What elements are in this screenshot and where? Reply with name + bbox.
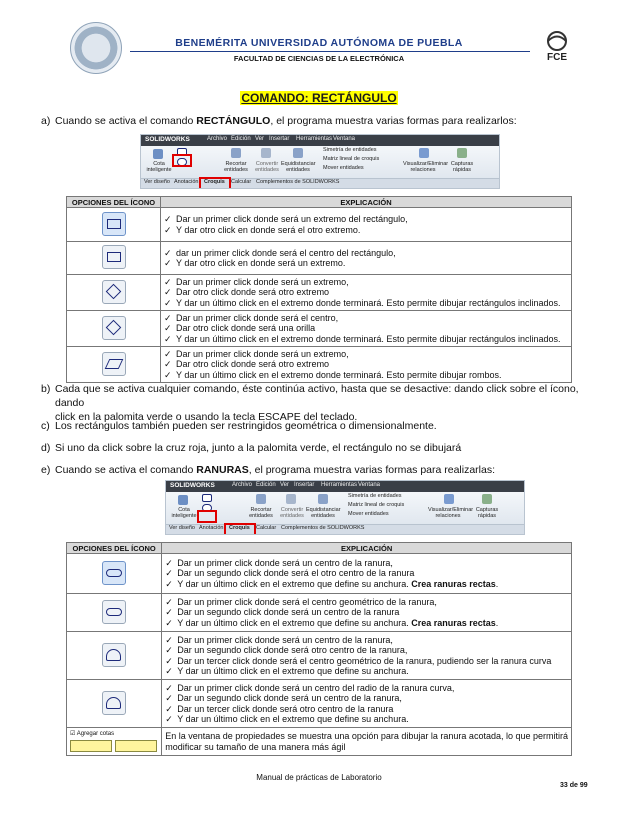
table2-row-2: ✓ Dar un primer click donde será el centro geométrico de la ranura, ✓ Dar un segundo click donde será un centro de la ranura ✓ Y dar un último click en el extremo que define su anchura. Crea ranuras rectas. <box>162 594 572 632</box>
matriz-label[interactable]: Matriz lineal de croquis <box>323 156 380 162</box>
table2-row-3: ✓ Dar un primer click donde será un centro de la ranura, ✓ Dar un segundo click donde será otro centro de la ranura, ✓ Dar un tercer click donde será el centro geométrico de la ranura, pudiendo ser la ranura curva ✓ Y dar un último click en el extremo que define su anchura. <box>162 632 572 680</box>
centerpoint-straight-slot-icon <box>102 600 126 624</box>
rectangle-highlight <box>172 154 192 167</box>
visualizar-label: Visualizar/Eliminar relaciones <box>403 161 449 173</box>
table2-row-5: En la ventana de propiedades se muestra una opción para dibujar la ranura acotada, lo que permitirá modificar su tamaño de una manera más ágil <box>162 728 572 756</box>
tab-calcular-2[interactable]: Calcular <box>256 525 277 531</box>
page-number: 33 de 99 <box>560 782 588 789</box>
menu-insertar-2[interactable]: Insertar <box>294 482 315 488</box>
trim-icon-2[interactable] <box>256 494 266 504</box>
table1-row-3: ✓ Dar un primer click donde será un extremo, ✓ Dar otro click donde será otro extremo ✓ Y dar un último click en el extremo donde terminará. Esto permite dibujar rectángulos inclinados. <box>161 275 572 311</box>
mover-label[interactable]: Mover entidades <box>323 165 364 171</box>
croquis-tab-highlight <box>199 177 231 189</box>
table1-row-2: ✓ dar un primer click donde será el centro del rectángulo, ✓ Y dar otro click en donde será un extremo. <box>161 242 572 275</box>
capturas-label-2: Capturas rápidas <box>475 507 499 519</box>
agregar-cotas-label: Agregar cotas <box>76 731 115 737</box>
menu-archivo[interactable]: Archivo <box>207 136 228 142</box>
menu-ventana[interactable]: Ventana <box>333 136 356 142</box>
item-b: b) Cada que se activa cualquier comando, éste continúa activo, hasta que se desactive: dando click sobre el ícono, dando click en la palomita verde o usando la tecla ESCAPE del teclado. <box>41 383 579 423</box>
quick-snaps-icon[interactable] <box>457 148 467 158</box>
smart-dimension-icon-2[interactable] <box>178 495 188 505</box>
quick-snaps-icon-2[interactable] <box>482 494 492 504</box>
tab-ver-diseno-2[interactable]: Ver diseño <box>169 525 195 531</box>
trim-icon[interactable] <box>231 148 241 158</box>
faculty-name: FACULTAD DE CIENCIAS DE LA ELECTRÓNICA <box>233 54 405 63</box>
page-title: COMANDO: RECTÁNGULO <box>241 91 397 105</box>
capturas-label: Capturas rápidas <box>450 161 474 173</box>
tab-croquis[interactable]: Croquis <box>204 179 225 185</box>
agregar-cotas-checkbox[interactable]: ☑ <box>70 731 76 737</box>
solidworks-ribbon-rectangle <box>140 134 500 189</box>
offset-icon-2[interactable] <box>318 494 328 504</box>
relations-icon-2[interactable] <box>444 494 454 504</box>
recortar-label-2: Recortar entidades <box>249 507 273 519</box>
convertir-label-2: Convertir entidades <box>280 507 304 519</box>
fce-logo-text: FCE <box>547 52 567 63</box>
table1-row-5: ✓ Dar un primer click donde será un extremo, ✓ Dar otro click donde será otro extremo ✓ Y dar un último click en el extremo donde terminará. Esto permite dibujar rombos. <box>161 347 572 383</box>
solidworks-logo-2: SOLIDWORKS <box>170 482 215 489</box>
menu-edicion[interactable]: Edición <box>231 136 251 142</box>
mover-label-2[interactable]: Mover entidades <box>348 511 389 517</box>
corner-rectangle-icon <box>102 212 126 236</box>
dimensioned-slot-preview-1-icon <box>70 740 112 752</box>
rectangle-tool-icon-2[interactable] <box>202 494 212 502</box>
smart-dimension-icon[interactable] <box>153 149 163 159</box>
table2-row-1: ✓ Dar un primer click donde será un centro de la ranura, ✓ Dar un segundo click donde será el otro centro de la ranura ✓ Y dar un último click en el extremo que define su anchura. Crea ranuras rectas. <box>162 554 572 594</box>
3point-corner-rectangle-icon <box>102 280 126 304</box>
menu-ventana-2[interactable]: Ventana <box>358 482 381 488</box>
relations-icon[interactable] <box>419 148 429 158</box>
menu-archivo-2[interactable]: Archivo <box>232 482 253 488</box>
menu-herramientas-2[interactable]: Herramientas <box>321 482 358 488</box>
convert-icon-2[interactable] <box>286 494 296 504</box>
matriz-label-2[interactable]: Matriz lineal de croquis <box>348 502 405 508</box>
tab-calcular[interactable]: Calcular <box>231 179 252 185</box>
croquis-tab-highlight-2 <box>224 523 256 535</box>
center-rectangle-icon <box>102 245 126 269</box>
table1-row-4: ✓ Dar un primer click donde será el centro, ✓ Dar otro click donde será una orilla ✓ Y dar un último click en el extremo donde terminará. Esto permite dibujar rectángulos inclinados. <box>161 311 572 347</box>
table1-col-explanation: EXPLICACIÓN <box>161 197 572 208</box>
table1-col-icon: OPCIONES DEL ÍCONO <box>67 197 161 208</box>
rectangle-options-table <box>66 196 572 383</box>
3point-center-rectangle-icon <box>102 316 126 340</box>
item-d: d) Si uno da click sobre la cruz roja, junto a la palomita verde, el rectángulo no se dibujará <box>41 442 462 454</box>
simetria-label[interactable]: Simetría de entidades <box>323 147 377 153</box>
straight-slot-icon <box>102 561 126 585</box>
tab-ver-diseno[interactable]: Ver diseño <box>144 179 170 185</box>
menu-herramientas[interactable]: Herramientas <box>296 136 333 142</box>
item-e: e) Cuando se activa el comando RANURAS, el programa muestra varias formas para realizarlas: <box>41 464 496 476</box>
menu-edicion-2[interactable]: Edición <box>256 482 276 488</box>
tab-anotacion-2[interactable]: Anotación <box>199 525 224 531</box>
menu-insertar[interactable]: Insertar <box>269 136 290 142</box>
simetria-label-2[interactable]: Simetría de entidades <box>348 493 402 499</box>
header-divider <box>130 51 530 52</box>
visualizar-label-2: Visualizar/Eliminar relaciones <box>428 507 474 519</box>
university-name: BENEMÉRITA UNIVERSIDAD AUTÓNOMA DE PUEBLA <box>175 37 463 49</box>
menu-ver[interactable]: Ver <box>255 136 265 142</box>
footer-manual: Manual de prácticas de Laboratorio <box>256 773 382 782</box>
item-c: c) Los rectángulos también pueden ser restringidos geométrica o dimensionalmente. <box>41 420 437 432</box>
tab-complementos-2[interactable]: Complementos de SOLIDWORKS <box>281 525 365 531</box>
table2-col-explanation: EXPLICACIÓN <box>162 543 572 554</box>
tab-croquis-2[interactable]: Croquis <box>229 525 250 531</box>
table1-row-1: ✓ Dar un primer click donde será un extremo del rectángulo, ✓ Y dar otro click en donde será el otro extremo. <box>161 208 572 242</box>
tab-complementos[interactable]: Complementos de SOLIDWORKS <box>256 179 340 185</box>
equidistanciar-label: Equidistanciar entidades <box>281 161 316 173</box>
centerpoint-arc-slot-icon <box>102 691 126 715</box>
offset-icon[interactable] <box>293 148 303 158</box>
parallelogram-icon <box>102 352 126 376</box>
equidistanciar-label-2: Equidistanciar entidades <box>306 507 341 519</box>
solidworks-logo: SOLIDWORKS <box>145 136 190 143</box>
convertir-label: Convertir entidades <box>255 161 279 173</box>
cota-label: Cota inteligente <box>146 161 172 173</box>
convert-icon[interactable] <box>261 148 271 158</box>
slot-highlight <box>197 510 217 523</box>
cota-label-2: Cota inteligente <box>171 507 197 519</box>
3point-arc-slot-icon <box>102 643 126 667</box>
recortar-label: Recortar entidades <box>224 161 248 173</box>
table2-col-icon: OPCIONES DEL ÍCONO <box>67 543 162 554</box>
tab-anotacion[interactable]: Anotación <box>174 179 199 185</box>
table2-row-4: ✓ Dar un primer click donde será un centro del radio de la ranura curva, ✓ Dar un segundo click donde será un centro de la ranura, ✓ Dar un tercer click donde será otro centro de la ranura ✓ Y dar un último click en el extremo que define su anchura. <box>162 680 572 728</box>
menu-ver-2[interactable]: Ver <box>280 482 290 488</box>
dimensioned-slot-preview-2-icon <box>115 740 157 752</box>
agregar-cotas-preview <box>67 728 162 756</box>
item-a: a) Cuando se activa el comando RECTÁNGULO, el programa muestra varias formas para realizarlos: <box>41 115 517 127</box>
solidworks-ribbon-slot <box>165 480 525 535</box>
slot-options-table <box>66 542 572 756</box>
